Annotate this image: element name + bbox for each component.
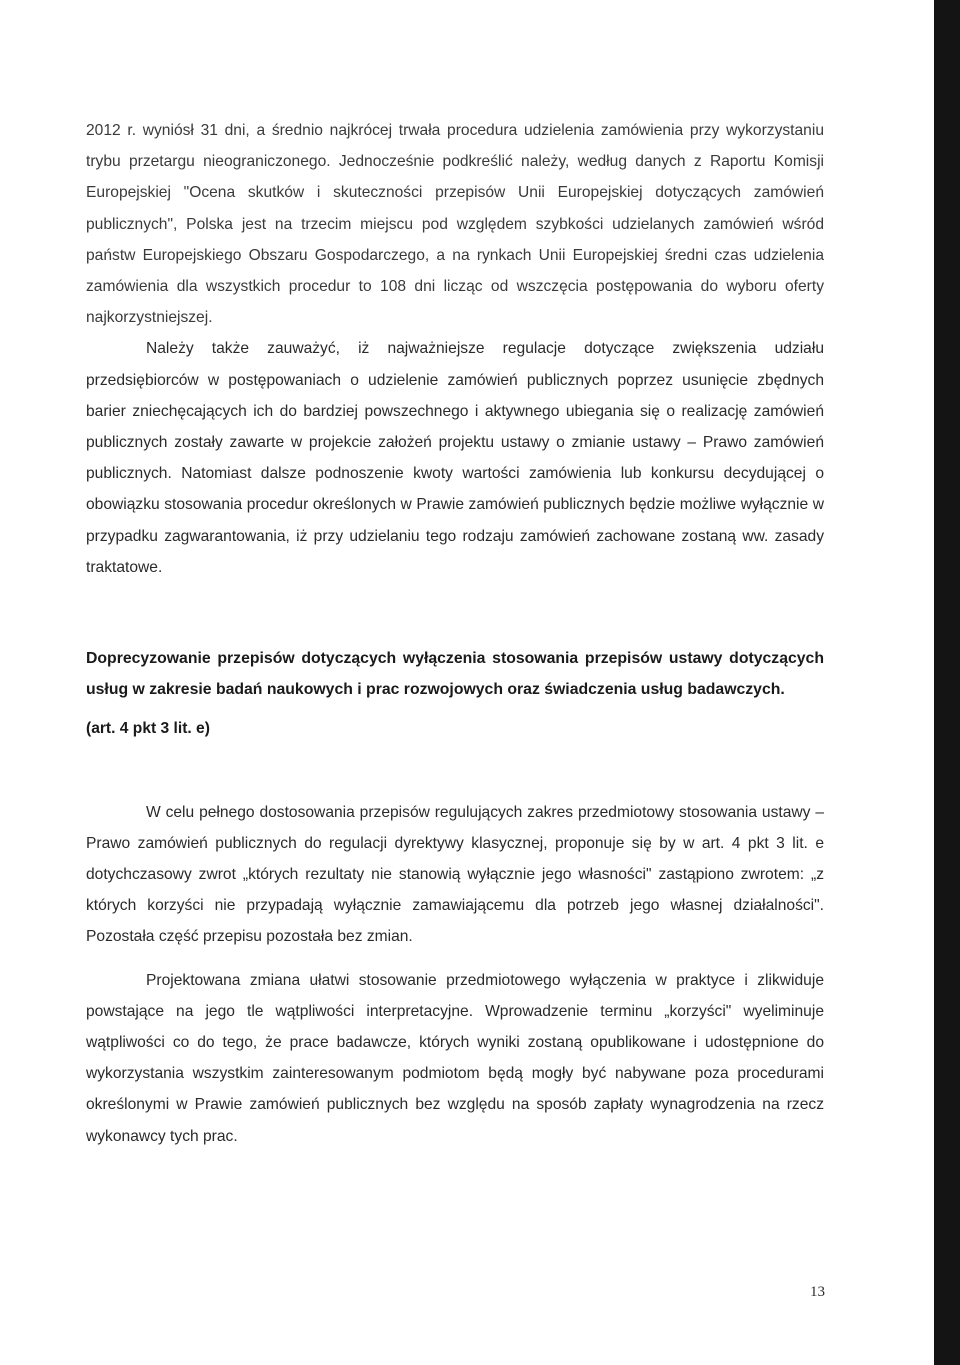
page-number: 13 (810, 1284, 825, 1300)
article-reference: (art. 4 pkt 3 lit. e) (86, 720, 210, 738)
paragraph-benefits-term: Projektowana zmiana ułatwi stosowanie przedmiotowego wyłączenia w praktyce i zlikwiduje powstające na jego tle wątpliwości interpretacyjne. Wprowadzenie terminu „korzyści" wyeliminuje wątpliwości co do tego, że prace badawcze, których wyniki zostaną opublikowane i udostępnione do wykorzystania wszystkim zainteresowanym podmiotom będą mogły być nabywane poza procedurami określonymi w Prawie zamówień publicznych bez względu na sposób zapłaty wynagrodzenia na rzecz wykonawcy tych prac. (86, 971, 824, 1145)
paragraph-directive-alignment: W celu pełnego dostosowania przepisów regulujących zakres przedmiotowy stosowania ustawy – Prawo zamówień publicznych do regulacji dyrektywy klasycznej, proponuje się by w art. 4 pkt 3 lit. e dotychczasowy zwrot „których rezultaty nie stanowią wyłącznie jego własności" zastąpiono zwrotem: „z których korzyści nie przypadają wyłącznie zamawiającemu dla potrzeb jego własnej działalności". Pozostała część przepisu pozostała bez zmian. (86, 803, 824, 946)
document-body (86, 115, 824, 1152)
paragraph-treaty-principles: Należy także zauważyć, iż najważniejsze regulacje dotyczące zwiększenia udziału przedsiębiorców w postępowaniach o udzielenie zamówień publicznych poprzez usunięcie zbędnych barier zniechęcających ich do bardziej powszechnego i aktywnego ubiegania się o realizację zamówień publicznych zostały zawarte w projekcie założeń projektu ustawy o zmianie ustawy – Prawo zamówień publicznych. Natomiast dalsze podnoszenie kwoty wartości zamówienia lub konkursu decydującej o obowiązku stosowania procedur określonych w Prawie zamówień publicznych będzie możliwe wyłącznie w przypadku zagwarantowania, iż przy udzielaniu tego rodzaju zamówień zachowane zostaną ww. zasady traktatowe. (86, 340, 824, 576)
scan-border (934, 0, 960, 1365)
section-heading: Doprecyzowanie przepisów dotyczących wyłączenia stosowania przepisów ustawy dotyczących usług w zakresie badań naukowych i prac rozwojowych oraz świadczenia usług badawczych. (86, 650, 824, 699)
paragraph-procedure-duration: 2012 r. wyniósł 31 dni, a średnio najkrócej trwała procedura udzielenia zamówienia przy wykorzystaniu trybu przetargu nieograniczonego. Jednocześnie podkreślić należy, według danych z Raportu Komisji Europejskiej "Ocena skutków i skuteczności przepisów Unii Europejskiej dotyczących zamówień publicznych", Polska jest na trzecim miejscu pod względem szybkości udzielanych zamówień wśród państw Europejskiego Obszaru Gospodarczego, a na rynkach Unii Europejskiej średni czas udzielenia zamówienia dla wszystkich procedur to 108 dni licząc od wszczęcia postępowania do wyboru oferty najkorzystniejszej. (86, 122, 824, 327)
